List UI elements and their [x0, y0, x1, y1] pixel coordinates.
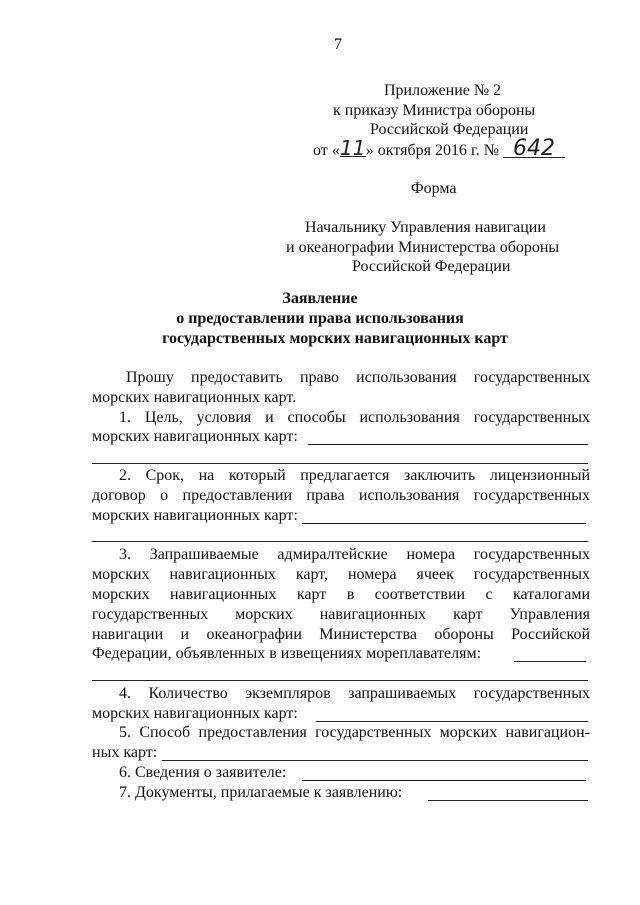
- item3-line-3: морских навигационных карт в соответствии с каталогами: [92, 586, 590, 603]
- item2-blank-2: [92, 541, 588, 542]
- addressee-line-3: Российской Федерации: [352, 258, 511, 275]
- item5-blank: [162, 760, 588, 761]
- date-middle: » октября 2016 г. №: [365, 142, 500, 159]
- item3-line-1: 3. Запрашиваемые адмиралтейские номера государственных: [119, 546, 590, 563]
- item2-line-3: морских навигационных карт:: [92, 507, 298, 524]
- intro-line-1: Прошу предоставить право использования государственных: [126, 369, 590, 386]
- item3-line-2: морских навигационных карт, номера ячеек государственных: [92, 566, 590, 583]
- item3-blank-2: [92, 680, 588, 681]
- appendix-line-1: Приложение № 2: [384, 82, 502, 99]
- item6-blank: [302, 780, 586, 781]
- addressee-line-1: Начальнику Управления навигации: [305, 219, 546, 236]
- item3-line-4: государственных морских навигационных карт Управления: [92, 606, 590, 623]
- item7-line-1: 7. Документы, прилагаемые к заявлению:: [119, 784, 403, 801]
- item3-line-6: Федерации, объявленных в извещениях мореплавателям:: [92, 645, 482, 662]
- appendix-line-3: Российской Федерации: [370, 121, 529, 138]
- form-label: Форма: [411, 180, 457, 197]
- item5-line-1: 5. Способ предоставления государственных морских навигацион-: [119, 724, 590, 741]
- item5-line-2: ных карт:: [92, 744, 158, 761]
- item4-line-2: морских навигационных карт:: [92, 705, 298, 722]
- intro-line-2: морских навигационных карт.: [92, 389, 297, 406]
- title-line-1: Заявление: [282, 290, 358, 307]
- date-prefix: от «: [313, 142, 340, 159]
- item1-blank-2: [92, 463, 588, 464]
- page-number: 7: [334, 36, 342, 53]
- appendix-date: [313, 136, 565, 161]
- addressee-line-2: и океанографии Министерства обороны: [286, 239, 560, 256]
- item3-line-5: навигации и океанографии Министерства обороны Российской: [92, 626, 590, 643]
- handwritten-order-number: 642: [503, 141, 565, 158]
- item1-blank: [308, 444, 588, 445]
- item1-line-1: 1. Цель, условия и способы использования государственных: [119, 409, 590, 426]
- item4-blank: [316, 721, 588, 722]
- handwritten-day: 11: [340, 136, 366, 160]
- title-line-3: государственных морских навигационных карт: [162, 330, 508, 347]
- item7-blank: [428, 800, 588, 801]
- item4-line-1: 4. Количество экземпляров запрашиваемых государственных: [119, 685, 590, 702]
- item1-line-2: морских навигационных карт:: [92, 428, 298, 445]
- item3-blank: [514, 661, 586, 662]
- item2-line-1: 2. Срок, на который предлагается заключить лицензионный: [119, 467, 590, 484]
- item6-line-1: 6. Сведения о заявителе:: [119, 764, 287, 781]
- item2-blank: [302, 523, 586, 524]
- appendix-line-2: к приказу Министра обороны: [333, 102, 536, 119]
- title-line-2: о предоставлении права использования: [176, 310, 464, 327]
- item2-line-2: договор о предоставлении права использования государственных: [92, 487, 590, 504]
